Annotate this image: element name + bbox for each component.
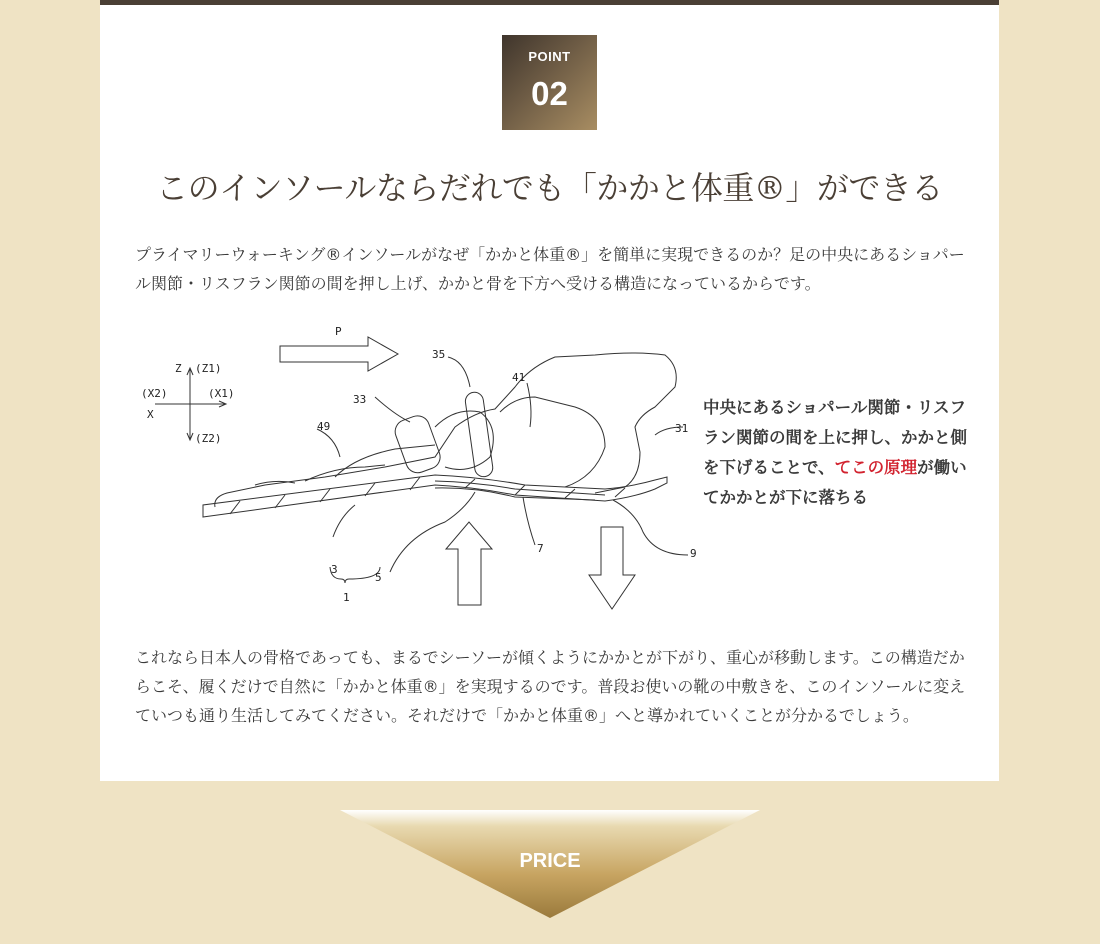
axis-x1-label: (X1) [208, 387, 235, 400]
price-link-label[interactable]: PRICE [519, 850, 581, 872]
insole-foot-diagram [135, 317, 705, 617]
axis-z-label: Z [175, 362, 182, 375]
axis-x2-label: (X2) [141, 387, 168, 400]
caption-highlight: てこの原理 [834, 458, 918, 477]
up-force-arrow [446, 522, 492, 605]
ref-41: 41 [512, 371, 526, 384]
point-badge-label: POINT [528, 49, 571, 64]
point-badge [502, 35, 597, 130]
body-paragraph: これなら日本人の骨格であっても、まるでシーソーが傾くようにかかとが下がり、重心が移動します。この構造だからこそ、履くだけで自然に「かかと体重®」を実現するのです。普段お使いの靴の中敷きを、このインソールに変えていつも通り生活してみてください。それだけで「かかと体重®」へと導かれていくことが分かるでしょう。 [135, 648, 966, 725]
axis-z1-label: (Z1) [195, 362, 222, 375]
ref-9: 9 [690, 547, 697, 560]
axis-z2-label: (Z2) [195, 432, 222, 445]
push-arrow [280, 337, 398, 371]
ref-3: 3 [331, 563, 338, 576]
ref-33: 33 [353, 393, 367, 406]
axis-x-label: X [147, 408, 154, 421]
ref-7: 7 [537, 542, 544, 555]
ref-31: 31 [675, 422, 689, 435]
ref-49: 49 [317, 420, 331, 433]
down-force-arrow [589, 527, 635, 609]
point-badge-number: 02 [531, 75, 568, 112]
point-card [100, 0, 999, 781]
section-heading: このインソールならだれでも「かかと体重®」ができる [156, 169, 943, 207]
ref-5: 5 [375, 571, 382, 584]
intro-paragraph: プライマリーウォーキング®インソールがなぜ「かかと体重®」を簡単に実現できるのか？足の中央にあるショパール関節・リスフラン関節の間を押し上げ、かかと骨を下方へ受ける構造になっているからです。 [135, 245, 965, 293]
diagram-caption [703, 393, 973, 513]
ref-1: 1 [343, 591, 350, 604]
caption-text-after: が働いてかかとが下に落ちる [703, 458, 967, 507]
ref-35: 35 [432, 348, 446, 361]
caption-text-before: 中央にあるショパール関節・リスフラン関節の間を上に押し、かかと側を下げることで、 [703, 398, 967, 477]
arrow-p-label: P [335, 325, 342, 338]
axis-cross [155, 368, 226, 440]
foot-bones-outline [215, 353, 677, 507]
